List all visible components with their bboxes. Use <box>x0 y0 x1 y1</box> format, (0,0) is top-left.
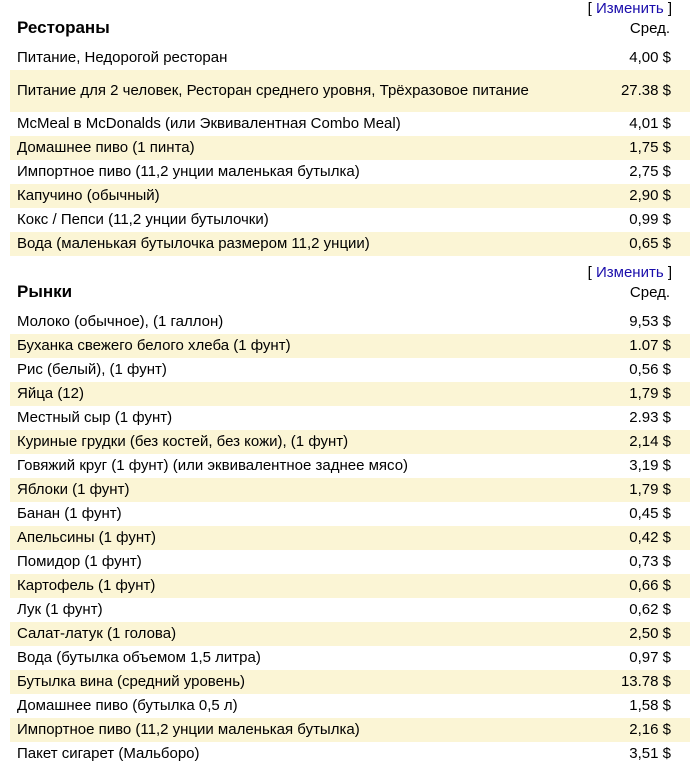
table-row <box>10 502 690 526</box>
table-row <box>10 208 690 232</box>
item-price: 3,19 $ <box>629 457 671 474</box>
item-name: Куриные грудки (без костей, без кожи), (1 фунт) <box>17 433 349 450</box>
item-price: 3,51 $ <box>629 745 671 762</box>
item-name: Яблоки (1 фунт) <box>17 481 130 498</box>
table-row <box>10 334 690 358</box>
item-name: Бутылка вина (средний уровень) <box>17 673 246 690</box>
table-row <box>10 718 690 742</box>
item-name: Яйца (12) <box>17 385 84 402</box>
item-price: 13.78 $ <box>620 673 671 690</box>
item-name: Молоко (обычное), (1 галлон) <box>17 313 224 330</box>
table-row <box>10 574 690 598</box>
item-price: 0,73 $ <box>629 553 671 570</box>
item-name: Импортное пиво (11,2 унции маленькая бутылка) <box>17 721 360 738</box>
item-price: 4,00 $ <box>629 49 671 66</box>
item-price: 27.38 $ <box>620 82 671 99</box>
item-price: 1,75 $ <box>629 139 671 156</box>
table-row <box>10 310 690 334</box>
restaurants-header <box>10 0 690 46</box>
table-row <box>10 526 690 550</box>
item-price: 0,66 $ <box>629 577 671 594</box>
item-name: Местный сыр (1 фунт) <box>17 409 173 426</box>
item-name: McMeal в McDonalds (или Эквивалентная Combo Meal) <box>17 115 401 132</box>
item-price: 1,79 $ <box>629 385 671 402</box>
item-name: Кокс / Пепси (11,2 унции бутылочки) <box>17 211 269 228</box>
item-price: 0,45 $ <box>629 505 671 522</box>
item-price: 0,99 $ <box>629 211 671 228</box>
table-row <box>10 70 690 112</box>
section-title: Рестораны <box>17 18 110 37</box>
item-price: 2,50 $ <box>629 625 671 642</box>
table-row <box>10 406 690 430</box>
item-name: Капучино (обычный) <box>17 187 160 204</box>
restaurants-section <box>10 0 690 256</box>
table-row <box>10 646 690 670</box>
table-row <box>10 430 690 454</box>
item-name: Картофель (1 фунт) <box>17 577 156 594</box>
item-name: Домашнее пиво (бутылка 0,5 л) <box>17 697 238 714</box>
item-price: 2,16 $ <box>629 721 671 738</box>
table-row <box>10 358 690 382</box>
item-price: 1,58 $ <box>629 697 671 714</box>
table-row <box>10 454 690 478</box>
item-name: Буханка свежего белого хлеба (1 фунт) <box>17 337 291 354</box>
change-link[interactable]: Изменить <box>595 264 664 281</box>
avg-column-header: Сред. <box>629 20 670 37</box>
table-row <box>10 382 690 406</box>
item-price: 0,42 $ <box>629 529 671 546</box>
price-table <box>10 310 690 766</box>
item-name: Говяжий круг (1 фунт) (или эквивалентное заднее мясо) <box>17 457 409 474</box>
item-name: Рис (белый), (1 фунт) <box>17 361 167 378</box>
price-table <box>10 46 690 256</box>
item-name: Домашнее пиво (1 пинта) <box>17 139 195 156</box>
avg-column-header: Сред. <box>629 284 670 301</box>
table-row <box>10 232 690 256</box>
item-price: 2,90 $ <box>629 187 671 204</box>
change-link[interactable]: Изменить <box>595 0 664 17</box>
table-row <box>10 46 690 70</box>
item-name: Банан (1 фунт) <box>17 505 122 522</box>
item-name: Питание для 2 человек, Ресторан среднего уровня, Трёхразовое питание <box>17 82 529 99</box>
table-row <box>10 184 690 208</box>
item-name: Питание, Недорогой ресторан <box>17 49 228 66</box>
bracket-open: [ <box>587 0 596 17</box>
item-price: 0,97 $ <box>629 649 671 666</box>
item-price: 0,62 $ <box>629 601 671 618</box>
item-name: Пакет сигарет (Мальборо) <box>17 745 200 762</box>
item-name: Салат-латук (1 голова) <box>17 625 177 642</box>
item-price: 2,75 $ <box>629 163 671 180</box>
item-price: 0,65 $ <box>629 235 671 252</box>
table-row <box>10 694 690 718</box>
item-price: 1.07 $ <box>629 337 671 354</box>
item-name: Импортное пиво (11,2 унции маленькая бутылка) <box>17 163 360 180</box>
table-row <box>10 112 690 136</box>
table-row <box>10 742 690 766</box>
table-row <box>10 598 690 622</box>
item-price: 4,01 $ <box>629 115 671 132</box>
change-control <box>588 264 672 281</box>
table-row <box>10 478 690 502</box>
table-row <box>10 622 690 646</box>
item-price: 1,79 $ <box>629 481 671 498</box>
item-price: 0,56 $ <box>629 361 671 378</box>
table-row <box>10 550 690 574</box>
bracket-close: ] <box>663 264 672 281</box>
item-name: Помидор (1 фунт) <box>17 553 142 570</box>
item-price: 2,14 $ <box>629 433 671 450</box>
item-price: 9,53 $ <box>629 313 671 330</box>
bracket-close: ] <box>663 0 672 17</box>
markets-section <box>10 264 690 766</box>
bracket-open: [ <box>587 264 596 281</box>
table-row <box>10 670 690 694</box>
change-control <box>588 0 672 17</box>
item-price: 2.93 $ <box>629 409 671 426</box>
table-row <box>10 160 690 184</box>
section-title: Рынки <box>17 282 73 301</box>
item-name: Вода (бутылка объемом 1,5 литра) <box>17 649 261 666</box>
markets-header <box>10 264 690 310</box>
item-name: Апельсины (1 фунт) <box>17 529 156 546</box>
item-name: Вода (маленькая бутылочка размером 11,2 унции) <box>17 235 370 252</box>
table-row <box>10 136 690 160</box>
item-name: Лук (1 фунт) <box>17 601 103 618</box>
